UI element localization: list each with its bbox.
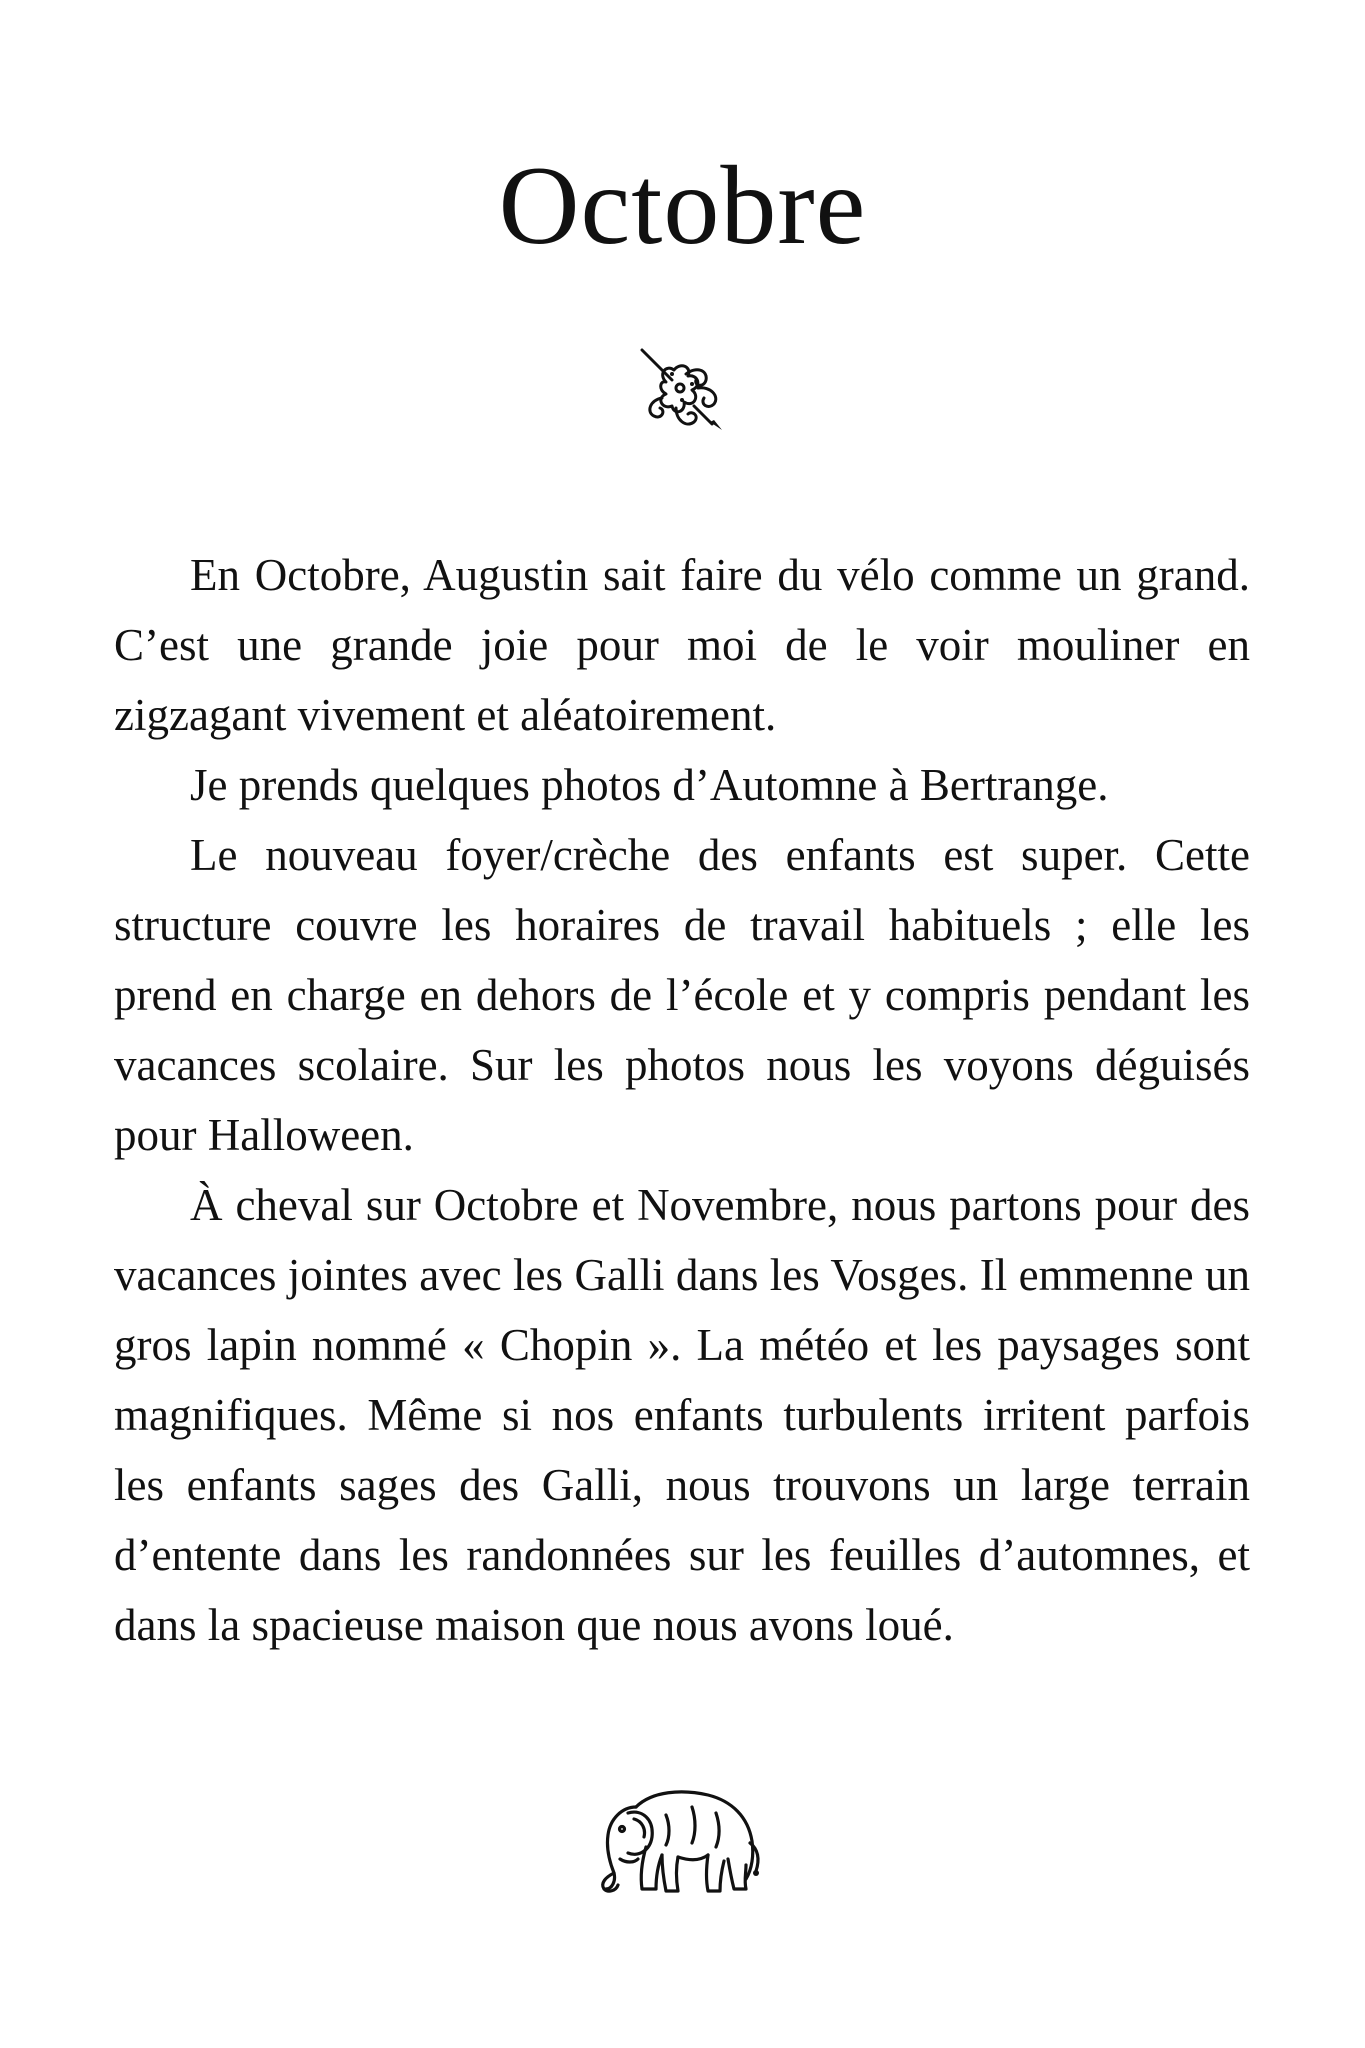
body-text xyxy=(114,540,1250,1660)
page-title: Octobre xyxy=(498,144,867,268)
paragraph: Je prends quelques photos d’Automne à Bertrange. xyxy=(190,760,1109,810)
paragraph: À cheval sur Octobre et Novembre, nous partons pour des vacances jointes avec les Galli dans les Vosges. Il emmenne un gros lapin nommé « Chopin ». La météo et les paysages sont magnifiques. Même si nos enfants turbulents irritent parfois les enfants sages des Galli, nous trouvons un large terrain d’entente dans les randonnées sur les feuilles d’automnes, et dans la spacieuse maison que nous avons loué. xyxy=(114,1180,1250,1650)
paragraph: Le nouveau foyer/crèche des enfants est super. Cette structure couvre les horaires de travail habituels ; elle les prend en charge en dehors de l’école et y compris pendant les vacances scolaire. Sur les photos nous les voyons déguisés pour Halloween. xyxy=(114,830,1250,1160)
elephant-icon xyxy=(596,1785,764,1901)
fleuron-icon xyxy=(636,344,728,436)
paragraph: En Octobre, Augustin sait faire du vélo comme un grand. C’est une grande joie pour moi de le voir mouliner en zigzagant vivement et aléatoirement. xyxy=(114,550,1250,740)
